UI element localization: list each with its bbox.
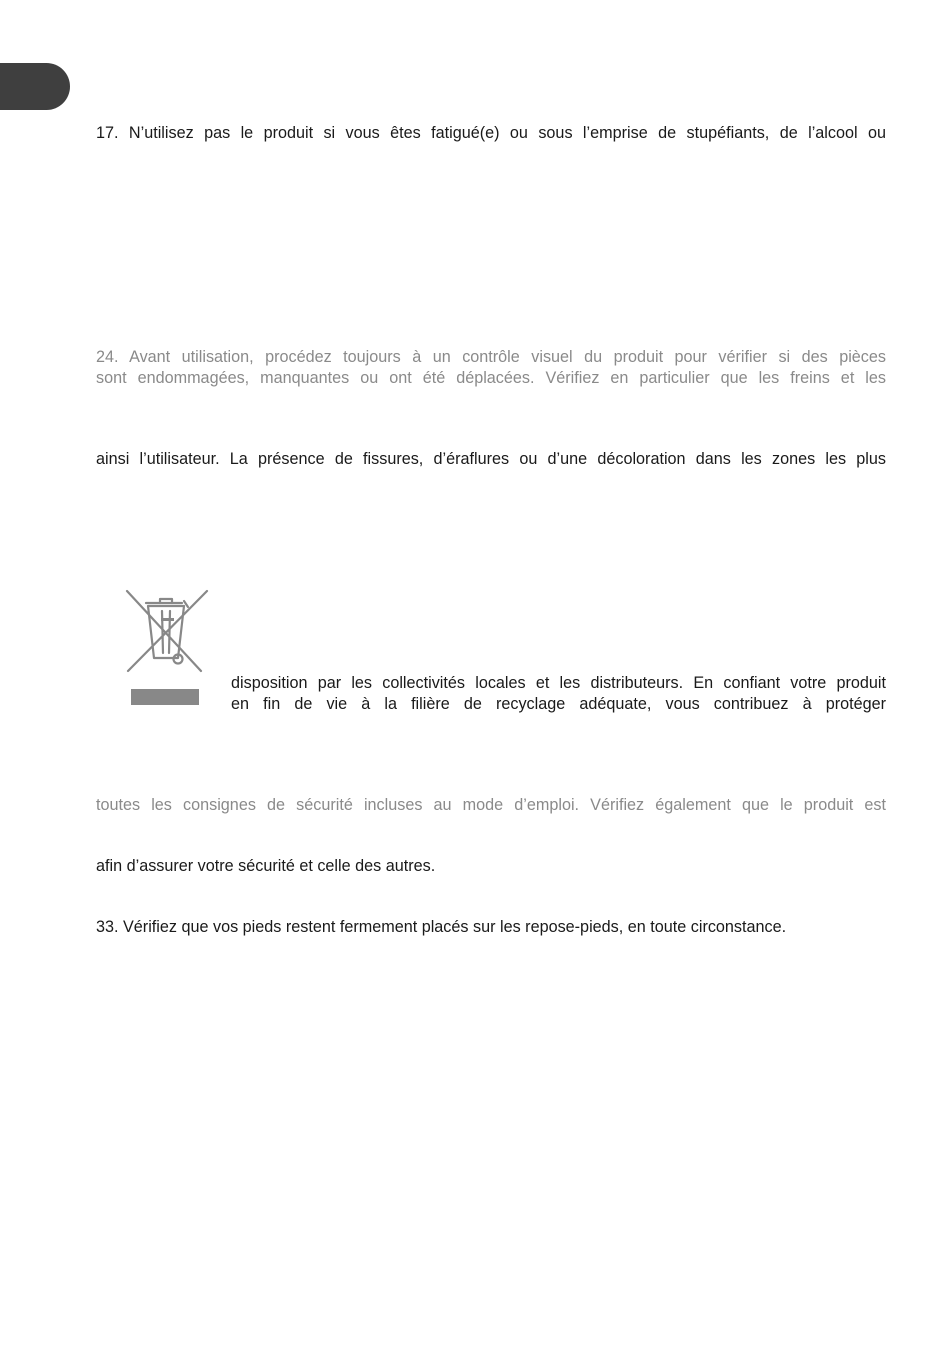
paragraph-line-24-cont: sont endommagées, manquantes ou ont été déplacées. Vérifiez en particulier que les freins et les [96, 369, 886, 387]
safety-instructions-line: toutes les consignes de sécurité incluses au mode d’emploi. Vérifiez également que le produit est [96, 796, 886, 814]
recycling-line-2: en fin de vie à la filière de recyclage adéquate, vous contribuez à protéger [231, 695, 886, 713]
paragraph-line-33: 33. Vérifiez que vos pieds restent fermement placés sur les repose-pieds, en toute circonstance. [96, 918, 787, 936]
recycling-line-1: disposition par les collectivités locales et les distributeurs. En confiant votre produit [231, 674, 886, 692]
page-side-tab [0, 63, 70, 110]
paragraph-line-17: 17. N’utilisez pas le produit si vous êtes fatigué(e) ou sous l’emprise de stupéfiants, de l’alcool ou [96, 124, 886, 142]
crossed-out-wheelie-bin-icon [124, 587, 210, 709]
paragraph-line-user: ainsi l’utilisateur. La présence de fissures, d’éraflures ou d’une décoloration dans les zones les plus [96, 450, 886, 468]
safety-others-line: afin d’assurer votre sécurité et celle des autres. [96, 857, 436, 875]
paragraph-line-24: 24. Avant utilisation, procédez toujours à un contrôle visuel du produit pour vérifier si des pièces [96, 348, 886, 366]
